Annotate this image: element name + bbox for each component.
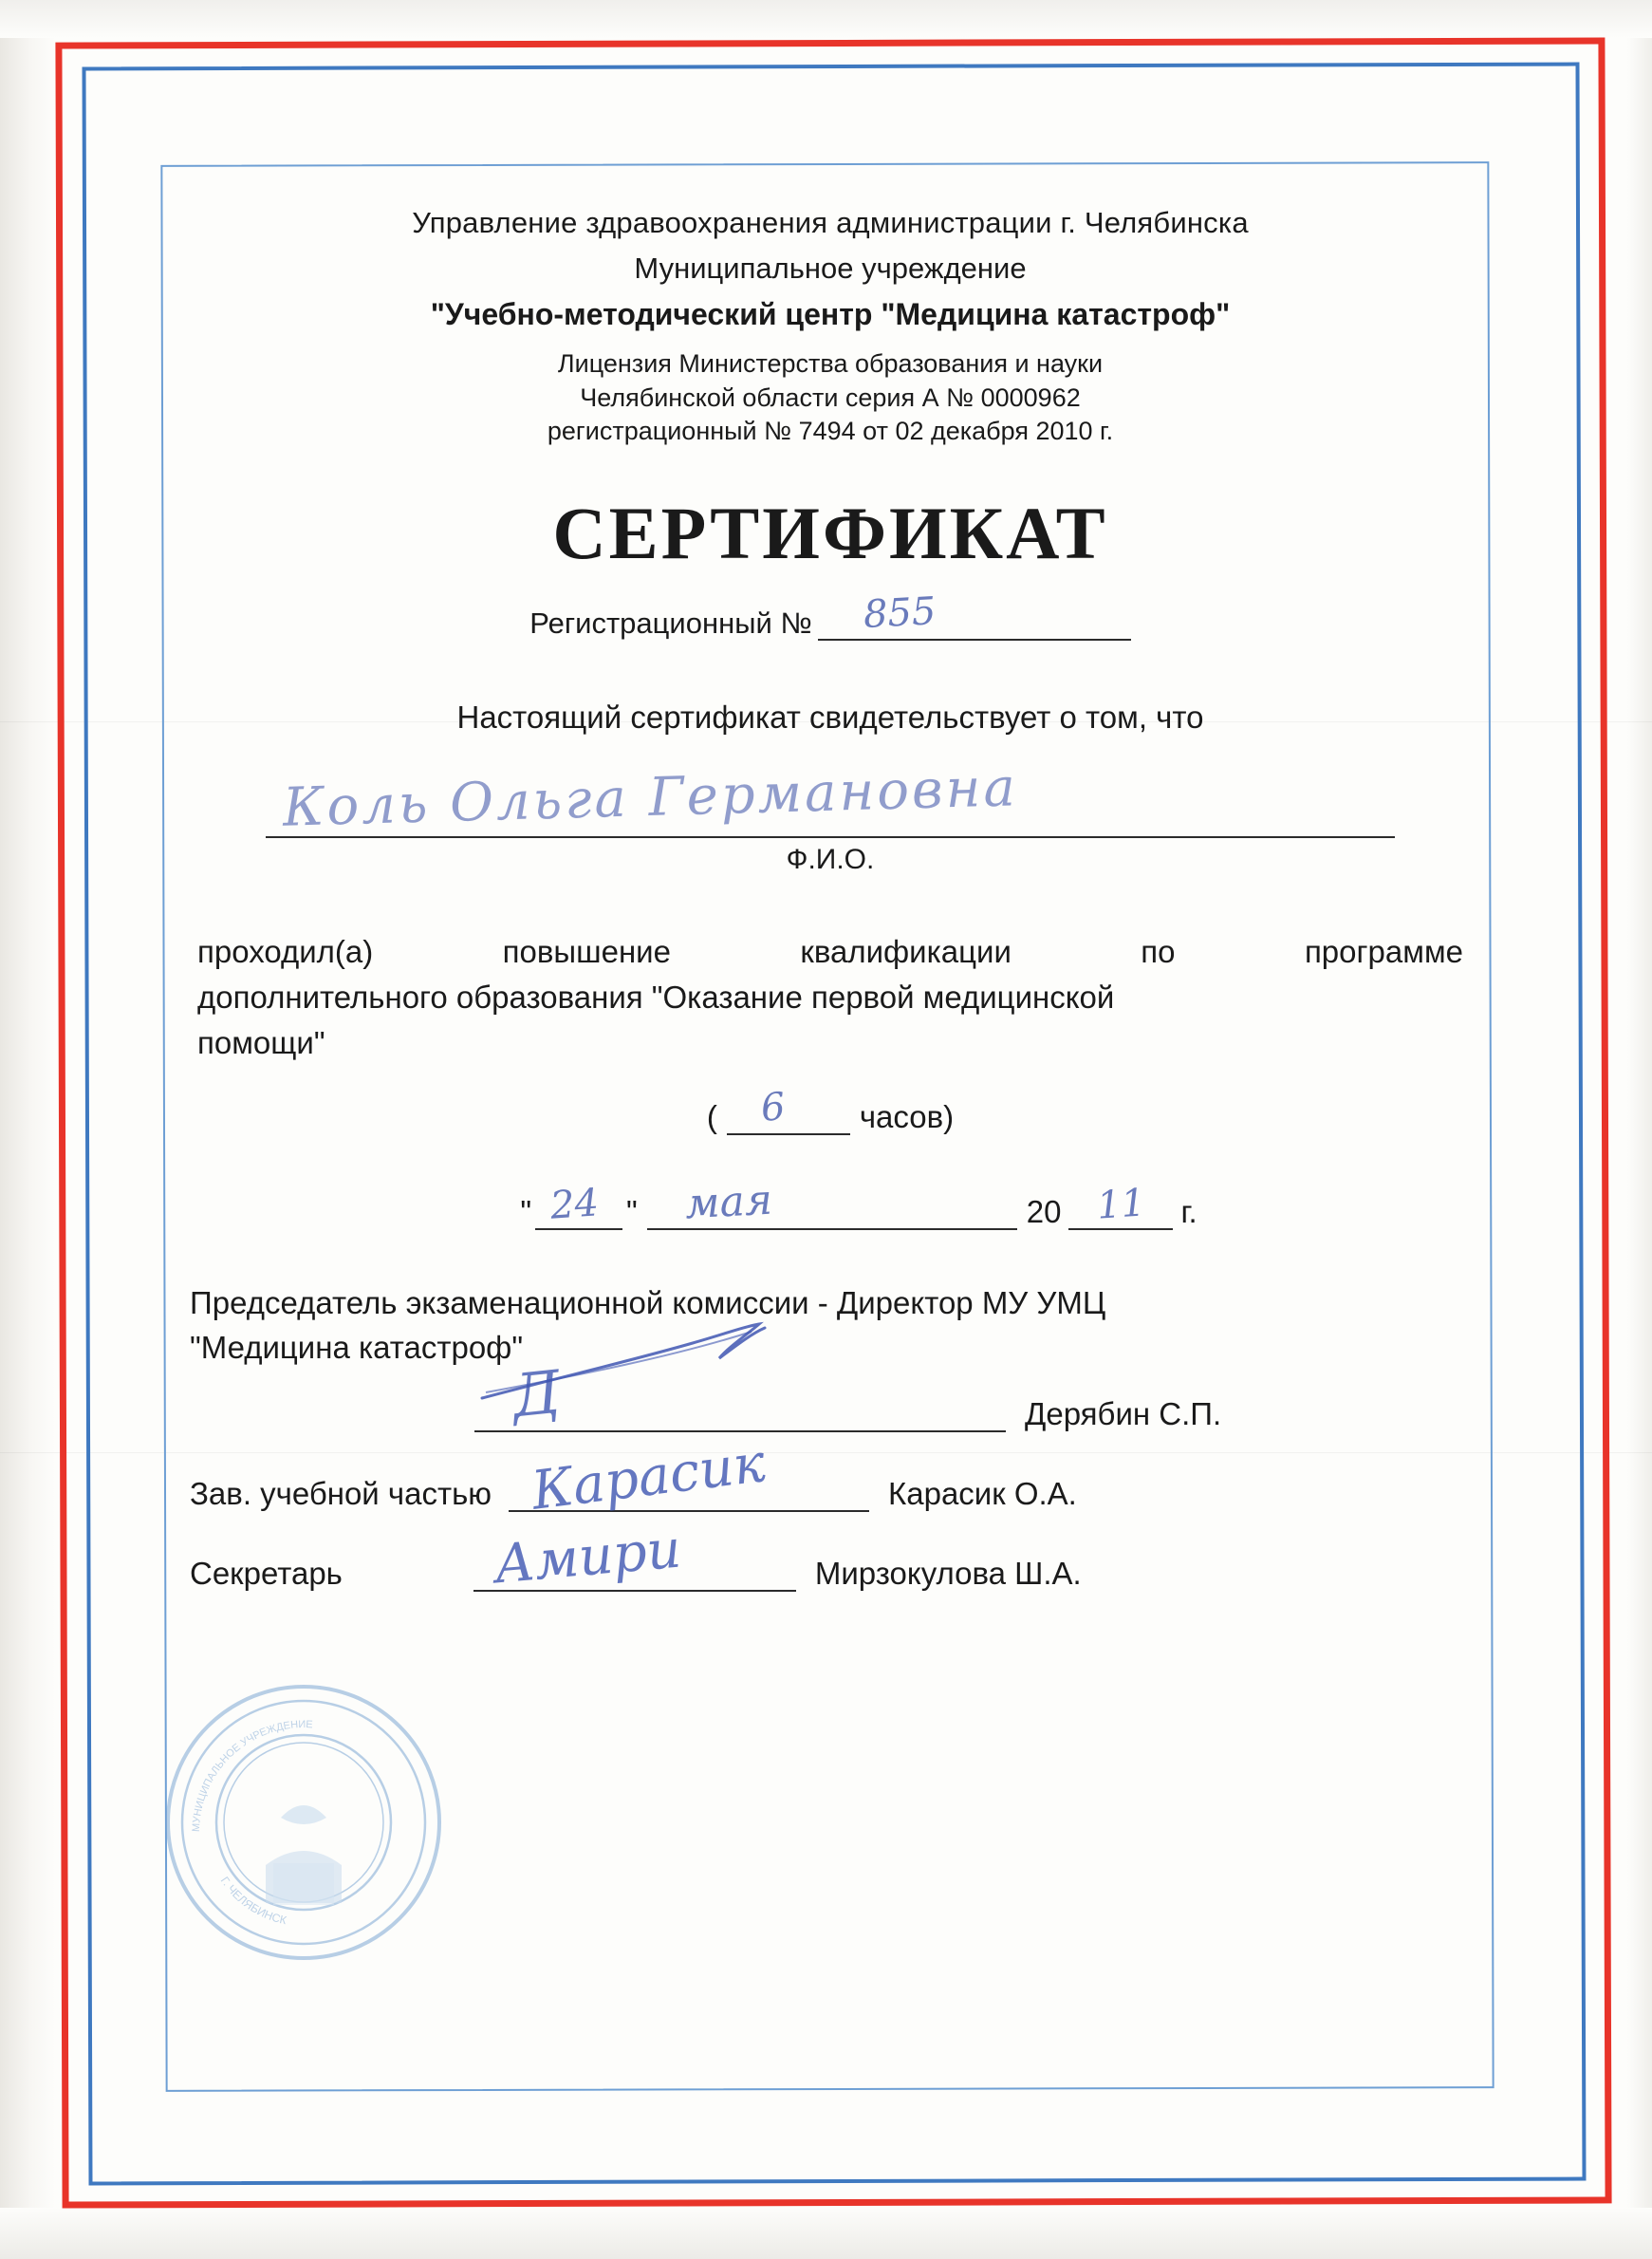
chairman-title-block (190, 1281, 1471, 1369)
signature-handwritten-head-of-studies: Карасик (528, 1431, 769, 1522)
signature-line-head-of-studies (509, 1431, 869, 1522)
hours-label: часов) (859, 1099, 955, 1135)
organization-type-line: Муниципальное учреждение (634, 252, 1027, 285)
issuing-organization-block (190, 206, 1471, 449)
program-description (197, 929, 1463, 1066)
date-year-field (1068, 1181, 1173, 1230)
date-day-field (535, 1181, 622, 1230)
registration-number-row (190, 588, 1471, 641)
organization-authority-line: Управление здравоохранения администрации г. Челябинска (412, 206, 1249, 239)
document-title: СЕРТИФИКАТ (552, 491, 1108, 574)
date-month-handwritten: мая (683, 1176, 773, 1229)
certificate-statement: Настоящий сертификат свидетельствует о том, что (456, 699, 1204, 735)
chairman-title-line-1: Председатель экзаменационной комиссии - Директор МУ УМЦ (190, 1285, 1106, 1321)
recipient-name-line (266, 756, 1395, 839)
signature-label-head-of-studies: Зав. учебной частью (190, 1475, 492, 1511)
signature-name-secretary: Мирзокулова Ш.А. (814, 1555, 1082, 1591)
registration-number-handwritten: 855 (862, 588, 937, 637)
recipient-name-field (266, 756, 1395, 839)
signature-row-director (190, 1356, 1471, 1432)
scan-edge-bottom (0, 2208, 1652, 2259)
scan-edge-top (0, 0, 1652, 38)
hours-handwritten: 6 (758, 1085, 788, 1131)
signature-row-secretary (190, 1518, 1471, 1596)
recipient-name-handwritten: Коль Ольга Германовна (282, 756, 1019, 839)
scan-edge-right (1627, 0, 1652, 2259)
signature-row-head-of-studies (190, 1431, 1471, 1522)
organization-name-line: "Учебно-методический центр "Медицина катастроф" (430, 297, 1231, 331)
date-quote-close: " (626, 1194, 638, 1230)
date-year-suffix: г. (1180, 1194, 1197, 1230)
program-description-line-1 (197, 929, 1463, 975)
scan-edge-left (0, 0, 55, 2259)
license-line-3: регистрационный № 7494 от 02 декабря 2010 г. (547, 417, 1114, 446)
date-year-handwritten: 11 (1095, 1181, 1147, 1229)
chairman-title-line-2: "Медицина катастроф" (190, 1329, 524, 1365)
signature-line-director (474, 1356, 1006, 1432)
signature-name-director: Дерябин С.П. (1025, 1395, 1222, 1431)
program-description-line-2: дополнительного образования "Оказание первой медицинской (197, 979, 1115, 1015)
date-quote-open: " (520, 1194, 532, 1230)
registration-number-label: Регистрационный № (529, 606, 812, 640)
date-month-field (647, 1176, 1017, 1230)
signature-handwritten-secretary: Амири (492, 1518, 684, 1596)
date-year-prefix: 20 (1026, 1194, 1062, 1230)
program-word-1: проходил(а) (197, 933, 374, 969)
signature-name-head-of-studies: Карасик О.А. (888, 1475, 1077, 1511)
program-word-2: повышение (502, 933, 671, 969)
signature-label-secretary: Секретарь (190, 1555, 343, 1591)
registration-number-field (818, 588, 1131, 641)
signature-line-secretary (473, 1518, 796, 1596)
program-word-5: программе (1304, 933, 1463, 969)
license-line-1: Лицензия Министерства образования и науки (557, 349, 1104, 378)
signature-handwritten-director: Д (509, 1356, 565, 1431)
date-row (190, 1176, 1471, 1230)
program-description-line-3: помощи" (197, 1024, 325, 1060)
certificate-content (190, 195, 1471, 2064)
hours-open-paren: ( (706, 1099, 717, 1135)
license-line-2: Челябинской области серия А № 0000962 (580, 383, 1081, 412)
svg-text:Г. ЧЕЛЯБИНСК: Г. ЧЕЛЯБИНСК (217, 1874, 288, 1928)
hours-field (727, 1085, 850, 1135)
program-word-4: по (1141, 933, 1176, 969)
recipient-name-caption: Ф.И.О. (786, 843, 875, 875)
svg-text:МУНИЦИПАЛЬНОЕ УЧРЕЖДЕНИЕ: МУНИЦИПАЛЬНОЕ УЧРЕЖДЕНИЕ (190, 1718, 313, 1833)
program-word-3: квалификации (800, 933, 1012, 969)
hours-row (190, 1085, 1471, 1135)
date-day-handwritten: 24 (548, 1181, 601, 1229)
